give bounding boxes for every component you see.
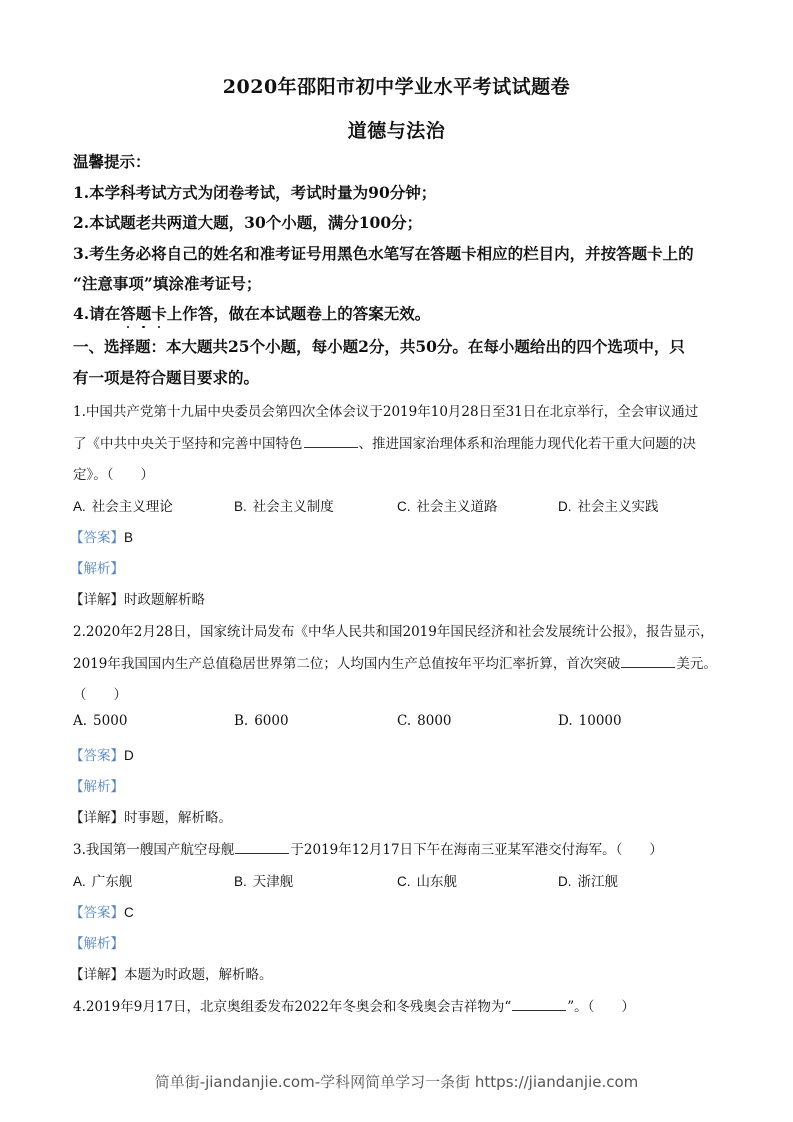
question-1-option-a: [73, 495, 173, 515]
stem-text: ”。（ ）: [567, 999, 635, 1015]
notice-item-4: [73, 302, 430, 324]
detail-text: 时政题解析略: [124, 592, 205, 608]
question-3-detail: [70, 963, 273, 983]
option-letter: B.: [234, 499, 247, 514]
option-letter: B.: [234, 713, 249, 729]
stem-text: 、推进国家治理体系和治理能力现代化若干重大问题的决: [358, 436, 696, 452]
notice-item-4-suffix: 上作答，做在本试题卷上的答案无效。: [166, 304, 431, 323]
detail-label: 【详解】: [70, 810, 124, 826]
answer-label: 【答案】: [70, 530, 124, 546]
question-3-answer: [70, 901, 134, 921]
option-text: 社会主义制度: [252, 499, 334, 515]
detail-text: 本题为时政题，解析略。: [124, 967, 273, 983]
question-1-option-c: [397, 495, 498, 515]
section-heading-line-1: 一、选择题：本大题共25个小题，每小题2分，共50分。在每小题给出的四个选项中，只: [73, 337, 685, 356]
question-3-option-c: [397, 870, 457, 890]
question-2-stem-line-1: 2.2020年2月28日，国家统计局发布《中华人民共和国2019年国民经济和社会发展统计公报》，报告显示，: [73, 624, 714, 640]
answer-blank: [621, 655, 675, 668]
emphasis-char: 题: [135, 304, 152, 323]
option-letter: D.: [558, 713, 573, 729]
answer-value: B: [124, 530, 134, 545]
option-letter: B.: [234, 874, 247, 889]
option-letter: A.: [73, 713, 88, 729]
notice-item-1: 1.本学科考试方式为闭卷考试，考试时量为90分钟；: [73, 183, 437, 202]
question-3-stem: [73, 838, 663, 858]
detail-label: 【详解】: [70, 967, 124, 983]
option-text: 山东舰: [416, 874, 457, 890]
question-2-option-a: [73, 713, 127, 729]
stem-text: 3.我国第一艘国产航空母舰: [73, 842, 235, 858]
option-text: 社会主义理论: [91, 499, 173, 515]
footer-watermark: 简单街-jiandanjie.com-学科网简单学习一条街 https://jiandanjie.com: [154, 1073, 639, 1091]
option-letter: A.: [73, 499, 86, 514]
question-2-detail: [70, 806, 232, 826]
question-3-option-d: [558, 870, 618, 890]
detail-text: 时事题，解析略。: [124, 810, 232, 826]
answer-value: D: [124, 748, 134, 763]
question-2-stem-line-2: [73, 652, 717, 672]
stem-text: 2019年我国国内生产总值稳居世界第二位；人均国内生产总值按年平均汇率折算，首次突破: [73, 656, 621, 672]
answer-blank: [235, 841, 289, 854]
option-text: 社会主义实践: [577, 499, 659, 515]
option-letter: D.: [558, 874, 572, 889]
emphasis-char: 答: [120, 304, 136, 323]
option-letter: C.: [397, 874, 411, 889]
notice-item-4-prefix: 4.请在: [73, 304, 121, 323]
document-subtitle: 道德与法治: [347, 120, 446, 142]
document-title: 2020年邵阳市初中学业水平考试试题卷: [222, 76, 571, 98]
question-2-option-c: [397, 713, 452, 729]
option-text: 浙江舰: [577, 874, 618, 890]
stem-text: 美元。: [676, 656, 717, 672]
answer-value: C: [124, 905, 134, 920]
option-text: 8000: [417, 713, 452, 729]
option-text: 6000: [254, 713, 289, 729]
question-1-detail: [70, 588, 205, 608]
question-3-option-b: [234, 870, 293, 890]
option-letter: C.: [397, 713, 412, 729]
question-3-option-a: [73, 870, 132, 890]
option-letter: A.: [73, 874, 86, 889]
question-2-answer: [70, 744, 134, 764]
notice-item-3: 3.考生务必将自己的姓名和准考证号用黑色水笔写在答题卡相应的栏目内，并按答题卡上的: [73, 244, 694, 263]
option-text: 社会主义道路: [416, 499, 498, 515]
question-1-analysis-label: 【解析】: [70, 561, 124, 577]
notice-item-2: 2.本试题老共两道大题，30个小题，满分100分；: [73, 213, 423, 232]
option-text: 广东舰: [91, 874, 133, 890]
answer-blank: [512, 998, 566, 1011]
stem-text: 了《中共中央关于坚持和完善中国特色: [73, 436, 303, 452]
emphasis-char: 卡: [151, 304, 167, 323]
option-letter: C.: [397, 499, 411, 514]
option-text: 天津舰: [252, 874, 294, 890]
question-1-option-b: [234, 495, 334, 515]
option-text: 10000: [578, 713, 622, 729]
question-2-stem-line-3: （ ）: [73, 687, 127, 703]
answer-blank: [304, 435, 358, 448]
question-1-answer: [70, 526, 133, 546]
question-2-option-d: [558, 713, 622, 729]
question-1-stem-line-2: [73, 432, 696, 452]
notice-heading: 温馨提示：: [73, 152, 151, 171]
option-text: 5000: [93, 713, 128, 729]
detail-label: 【详解】: [70, 592, 124, 608]
question-4-stem: [73, 995, 635, 1015]
question-2-analysis-label: 【解析】: [70, 779, 124, 795]
stem-text: 于2019年12月17日下午在海南三亚某军港交付海军。（ ）: [290, 842, 663, 858]
question-1-option-d: [558, 495, 659, 515]
question-1-stem-line-1: 1.中国共产党第十九届中央委员会第四次全体会议于2019年10月28日至31日在北京举行，全会审议通过: [73, 404, 699, 420]
option-letter: D.: [558, 499, 572, 514]
section-heading-line-2: 有一项是符合题目要求的。: [73, 368, 260, 387]
answer-label: 【答案】: [70, 905, 124, 921]
question-2-option-b: [234, 713, 289, 729]
answer-label: 【答案】: [70, 748, 124, 764]
question-3-analysis-label: 【解析】: [70, 936, 124, 952]
stem-text: 4.2019年9月17日，北京奥组委发布2022年冬奥会和冬残奥会吉祥物为“: [73, 999, 512, 1015]
notice-item-3-cont: “注意事项”填涂准考证号；: [73, 274, 262, 293]
question-1-stem-line-3: 定》。（ ）: [73, 467, 154, 483]
